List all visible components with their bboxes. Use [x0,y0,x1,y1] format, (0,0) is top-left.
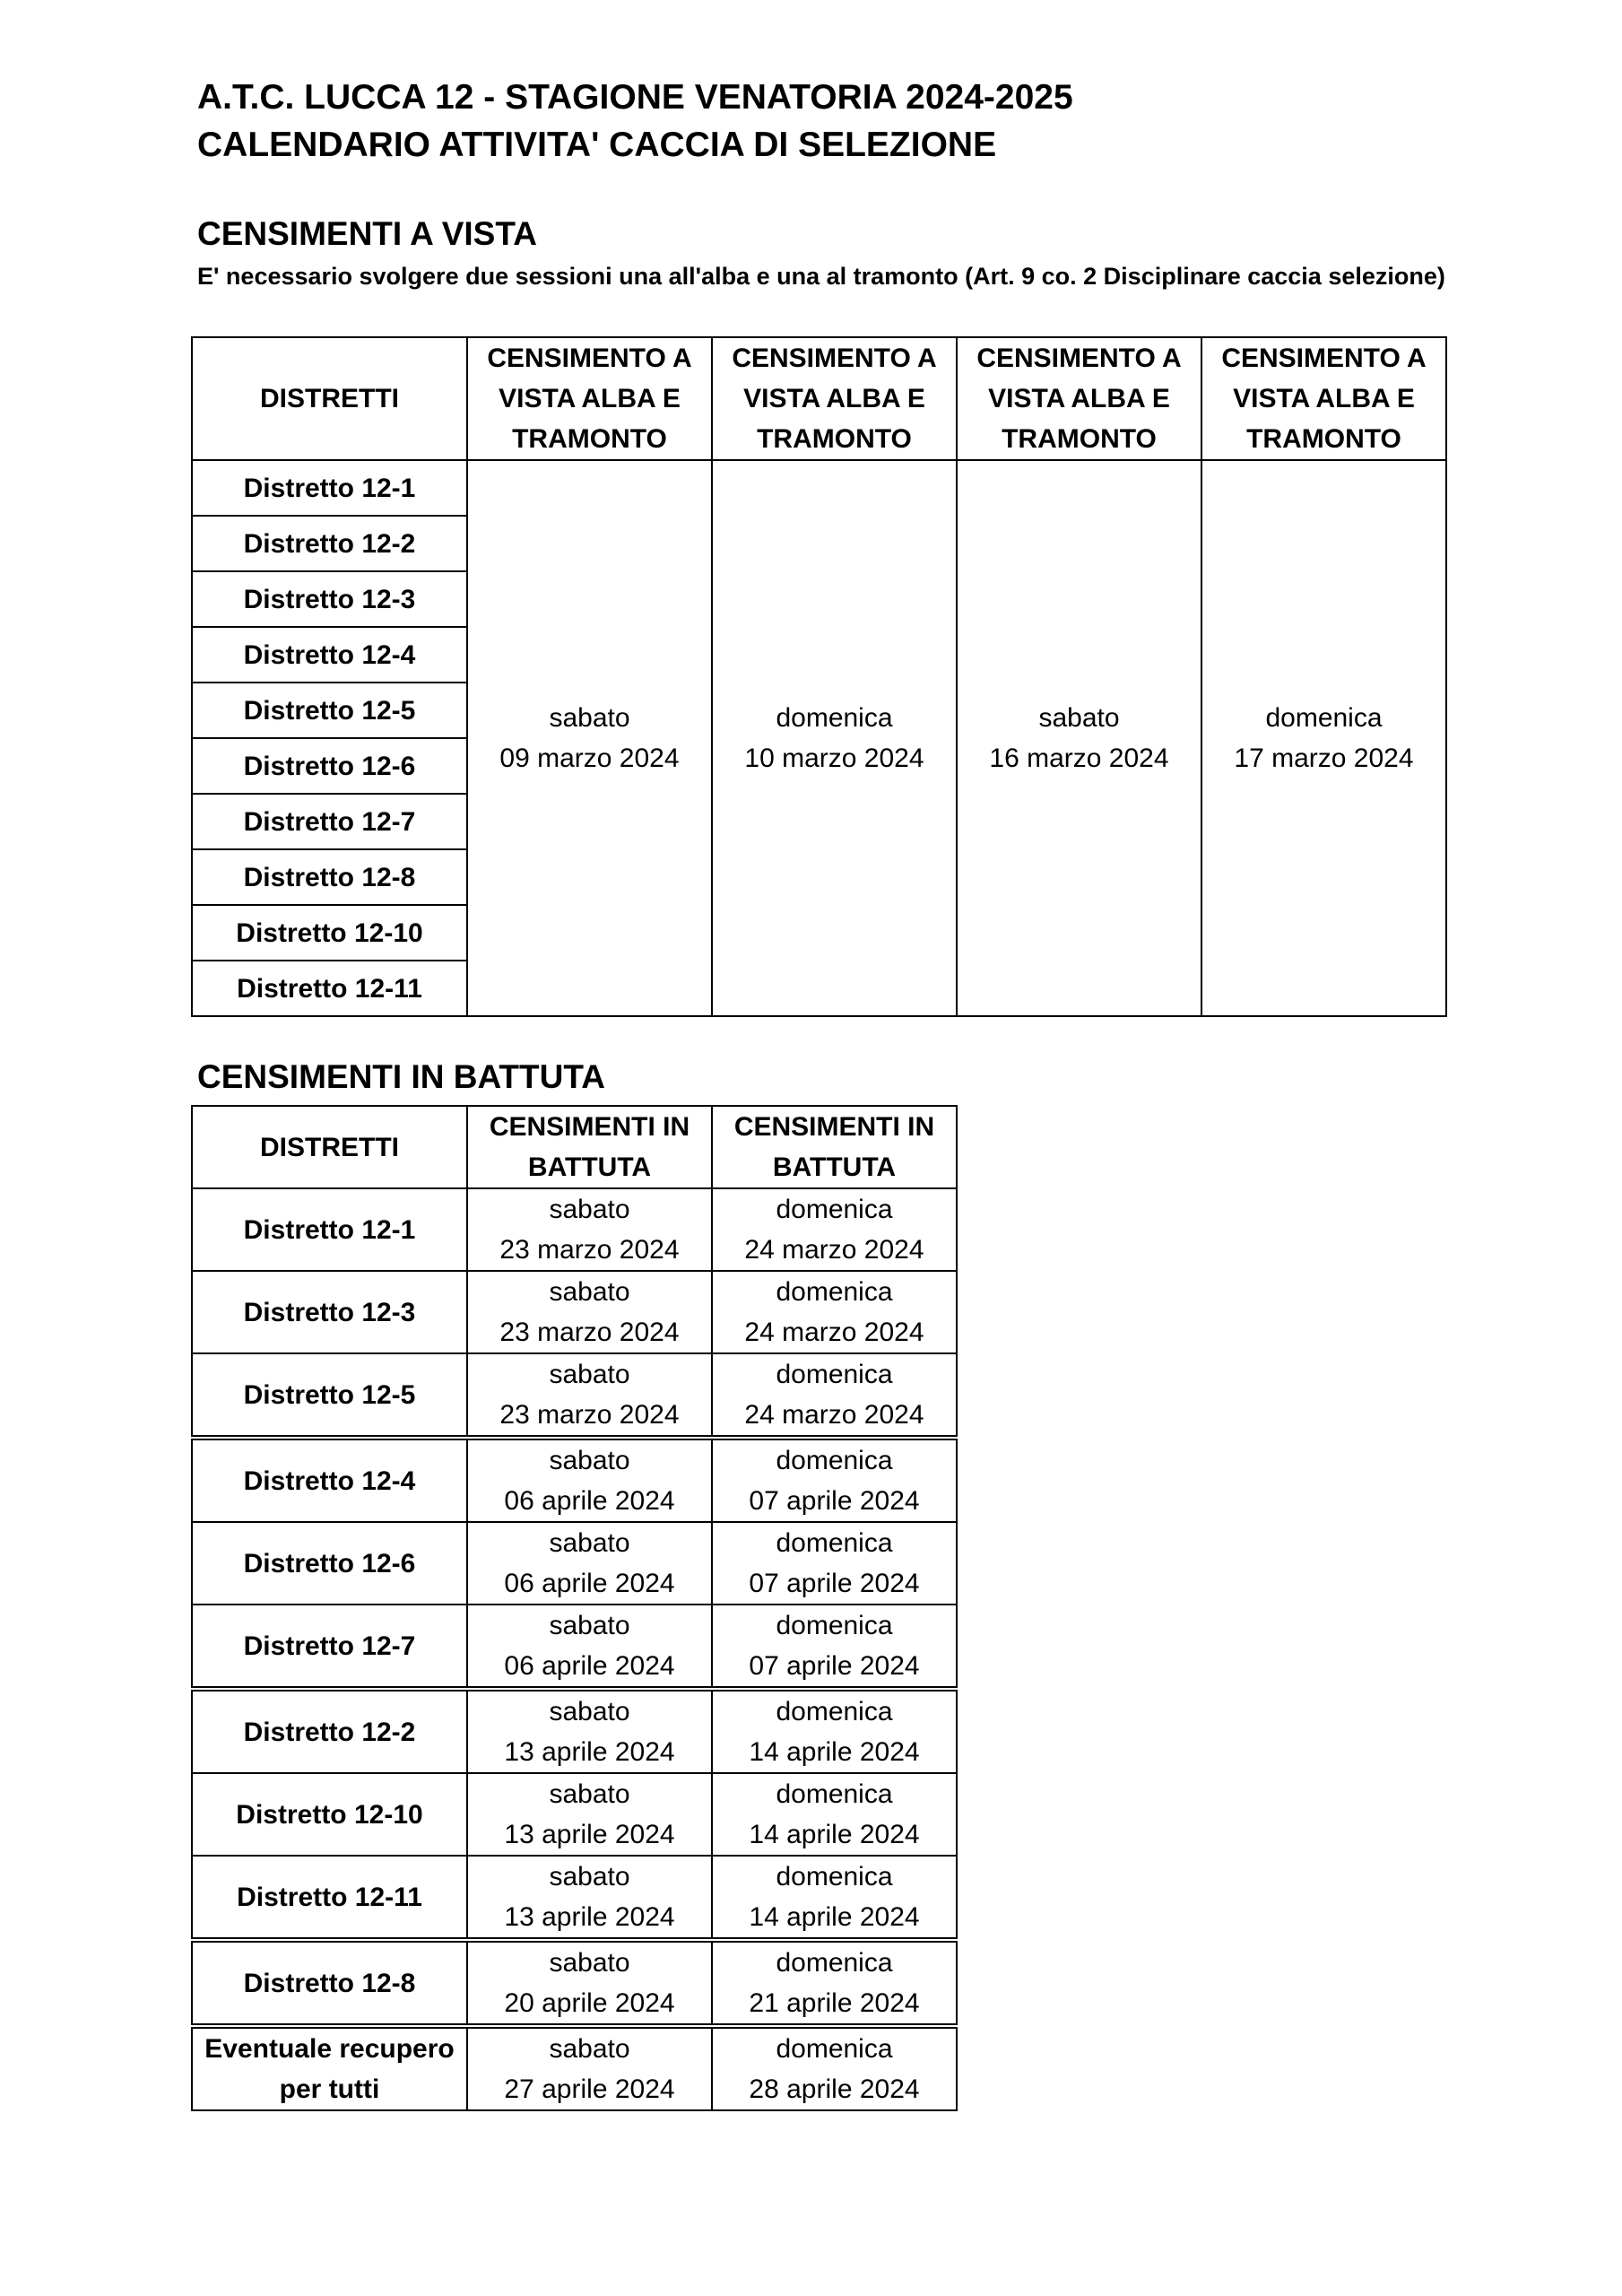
district-cell: Distretto 12-6 [192,1522,467,1605]
date-label: 23 marzo 2024 [499,1318,680,1347]
column-header-districts: DISTRETTI [192,1106,467,1188]
district-cell: Distretto 12-8 [192,849,467,905]
date-cell [467,1689,712,1773]
weekday-label: domenica [776,1948,893,1978]
date-label: 16 marzo 2024 [989,744,1169,773]
date-cell [712,1271,957,1353]
section-heading-battuta: CENSIMENTI IN BATTUTA [197,1058,605,1095]
table-header-row [192,337,1446,460]
weekday-label: domenica [776,1862,893,1892]
date-label: 23 marzo 2024 [499,1400,680,1430]
column-header-districts: DISTRETTI [192,337,467,460]
weekday-label: sabato [549,1611,630,1640]
table-row-recovery [192,2026,957,2110]
column-header [712,337,957,460]
weekday-label: domenica [776,1528,893,1558]
date-label: 06 aprile 2024 [504,1569,675,1598]
weekday-label: domenica [776,1195,893,1224]
column-header-line: TRAMONTO [512,424,667,454]
date-label: 21 aprile 2024 [749,1988,920,2018]
date-cell [467,1353,712,1438]
date-label: 09 marzo 2024 [499,744,680,773]
section-heading-vista: CENSIMENTI A VISTA [197,215,537,252]
district-cell: Distretto 12-11 [192,1856,467,1940]
date-cell [712,460,957,1016]
document-title-line-2: CALENDARIO ATTIVITA' CACCIA DI SELEZIONE [197,126,997,164]
date-label: 28 aprile 2024 [749,2074,920,2104]
table-row [192,1522,957,1605]
district-cell: Distretto 12-7 [192,1605,467,1689]
date-cell [712,1605,957,1689]
weekday-label: sabato [549,1948,630,1978]
date-cell [467,1773,712,1856]
date-cell [467,1940,712,2026]
weekday-label: domenica [776,1611,893,1640]
weekday-label: sabato [549,2034,630,2064]
district-cell: Distretto 12-10 [192,905,467,961]
weekday-label: sabato [549,1360,630,1389]
district-cell: Distretto 12-11 [192,961,467,1016]
date-cell [467,1605,712,1689]
table-row [192,1773,957,1856]
column-header-line: CENSIMENTO A [976,344,1182,373]
date-label: 06 aprile 2024 [504,1651,675,1681]
column-header-line: VISTA ALBA E [499,384,681,413]
date-label: 13 aprile 2024 [504,1737,675,1767]
date-cell [467,1438,712,1522]
column-header-line: TRAMONTO [1246,424,1401,454]
column-header [712,1106,957,1188]
date-cell [467,1522,712,1605]
weekday-label: domenica [1265,703,1383,733]
date-cell [712,1689,957,1773]
recovery-label-line: Eventuale recupero [204,2034,455,2064]
date-cell [957,460,1201,1016]
column-header-line: VISTA ALBA E [988,384,1170,413]
weekday-label: domenica [776,1360,893,1389]
table-row [192,1856,957,1940]
date-label: 07 aprile 2024 [749,1486,920,1516]
district-cell: Distretto 12-1 [192,460,467,516]
date-label: 10 marzo 2024 [744,744,924,773]
district-cell: Distretto 12-5 [192,683,467,738]
weekday-label: sabato [1038,703,1120,733]
table-row [192,1353,957,1438]
column-header-line: BATTUTA [527,1152,652,1182]
date-cell [467,460,712,1016]
column-header [1201,337,1446,460]
district-cell: Distretto 12-3 [192,1271,467,1353]
vista-schedule-table [191,336,1447,1017]
date-label: 20 aprile 2024 [504,1988,675,2018]
date-label: 13 aprile 2024 [504,1820,675,1849]
weekday-label: sabato [549,703,630,733]
date-label: 24 marzo 2024 [744,1235,924,1265]
date-label: 17 marzo 2024 [1234,744,1414,773]
section-note-vista: E' necessario svolgere due sessioni una all'alba e una al tramonto (Art. 9 co. 2 Disciplinare caccia selezione) [197,263,1445,290]
document-title-line-1: A.T.C. LUCCA 12 - STAGIONE VENATORIA 2024-2025 [197,78,1073,117]
battuta-schedule-table [191,1105,958,2111]
date-cell [712,1856,957,1940]
weekday-label: sabato [549,1779,630,1809]
table-row [192,1271,957,1353]
table-row [192,1438,957,1522]
date-label: 23 marzo 2024 [499,1235,680,1265]
weekday-label: domenica [776,2034,893,2064]
column-header-line: TRAMONTO [757,424,912,454]
date-cell [712,1438,957,1522]
weekday-label: domenica [776,1779,893,1809]
date-label: 24 marzo 2024 [744,1318,924,1347]
date-label: 07 aprile 2024 [749,1651,920,1681]
weekday-label: domenica [776,1446,893,1475]
weekday-label: domenica [776,703,893,733]
district-cell: Distretto 12-2 [192,516,467,571]
district-cell: Distretto 12-10 [192,1773,467,1856]
date-label: 07 aprile 2024 [749,1569,920,1598]
weekday-label: domenica [776,1277,893,1307]
date-cell [1201,460,1446,1016]
date-label: 06 aprile 2024 [504,1486,675,1516]
date-label: 14 aprile 2024 [749,1737,920,1767]
district-cell: Distretto 12-8 [192,1940,467,2026]
date-cell [712,1773,957,1856]
district-cell: Distretto 12-7 [192,794,467,849]
date-label: 14 aprile 2024 [749,1902,920,1932]
district-cell: Distretto 12-2 [192,1689,467,1773]
table-row [192,1188,957,1271]
district-cell: Distretto 12-1 [192,1188,467,1271]
date-cell [467,2026,712,2110]
date-label: 13 aprile 2024 [504,1902,675,1932]
column-header-line: CENSIMENTI IN [733,1112,935,1142]
column-header-line: BATTUTA [772,1152,897,1182]
table-row [192,1940,957,2026]
weekday-label: sabato [549,1446,630,1475]
column-header-line: VISTA ALBA E [1233,384,1415,413]
column-header-line: CENSIMENTO A [732,344,937,373]
date-label: 14 aprile 2024 [749,1820,920,1849]
column-header [467,337,712,460]
date-cell [712,2026,957,2110]
table-header-row [192,1106,957,1188]
column-header-line: TRAMONTO [1002,424,1157,454]
district-cell: Distretto 12-3 [192,571,467,627]
date-cell [467,1188,712,1271]
date-cell [712,1188,957,1271]
date-cell [712,1353,957,1438]
date-cell [467,1271,712,1353]
recovery-label-line: per tutti [279,2074,380,2104]
date-cell [712,1522,957,1605]
date-label: 27 aprile 2024 [504,2074,675,2104]
column-header-line: CENSIMENTI IN [489,1112,690,1142]
weekday-label: sabato [549,1528,630,1558]
column-header-line: CENSIMENTO A [487,344,692,373]
date-cell [712,1940,957,2026]
district-cell: Distretto 12-4 [192,627,467,683]
table-row [192,1605,957,1689]
weekday-label: sabato [549,1195,630,1224]
column-header-line: VISTA ALBA E [743,384,925,413]
weekday-label: sabato [549,1277,630,1307]
date-label: 24 marzo 2024 [744,1400,924,1430]
table-row [192,1689,957,1773]
date-cell [467,1856,712,1940]
recovery-cell [192,2026,467,2110]
weekday-label: sabato [549,1697,630,1726]
column-header-line: CENSIMENTO A [1221,344,1427,373]
weekday-label: domenica [776,1697,893,1726]
district-cell: Distretto 12-5 [192,1353,467,1438]
column-header [957,337,1201,460]
weekday-label: sabato [549,1862,630,1892]
district-cell: Distretto 12-6 [192,738,467,794]
table-row [192,460,1446,516]
column-header [467,1106,712,1188]
district-cell: Distretto 12-4 [192,1438,467,1522]
